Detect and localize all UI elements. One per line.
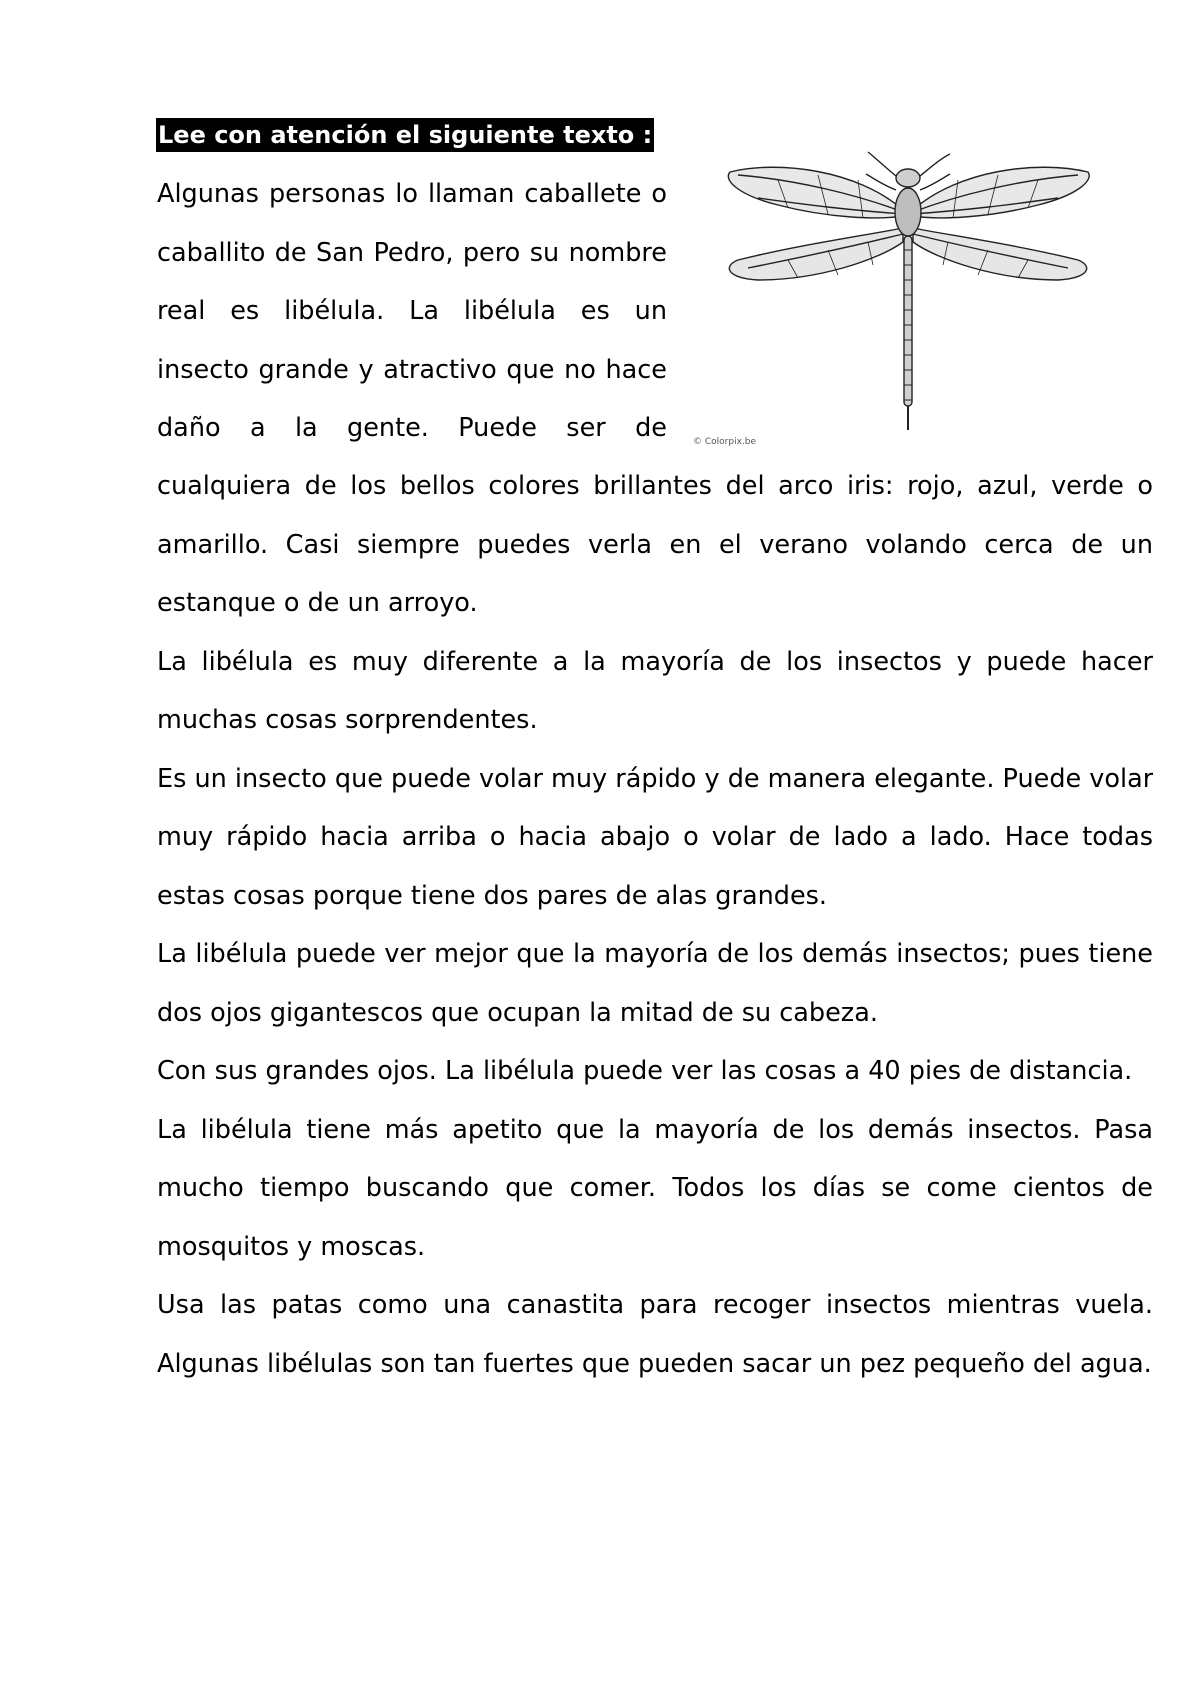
- image-credit: © Colorpix.be: [693, 437, 757, 447]
- body-line: muchas cosas sorprendentes.: [157, 705, 538, 735]
- intro-paragraph: [157, 165, 667, 458]
- body-line: estas cosas porque tiene dos pares de alas grandes.: [157, 880, 828, 911]
- body-line: muy rápido hacia arriba o hacia abajo o volar de lado a lado. Hace todas: [157, 822, 1153, 852]
- body-line: La libélula es muy diferente a la mayoría de los insectos y puede hacer: [157, 646, 1153, 677]
- dragonfly-illustration-icon: [718, 150, 1098, 450]
- body-line: Es un insecto que puede volar muy rápido y de manera elegante. Puede volar: [157, 763, 1153, 794]
- body-line: La libélula tiene más apetito que la mayoría de los demás insectos. Pasa: [157, 1114, 1153, 1145]
- intro-line: caballito de San Pedro, pero su nombre: [157, 237, 667, 268]
- body-line: estanque o de un arroyo.: [157, 588, 478, 618]
- intro-line: daño a la gente. Puede ser de: [157, 413, 667, 443]
- body-line: La libélula puede ver mejor que la mayoría de los demás insectos; pues tiene: [157, 939, 1153, 969]
- body-line: Algunas libélulas son tan fuertes que pueden sacar un pez pequeño del agua.: [157, 1348, 1152, 1379]
- body-line: dos ojos gigantescos que ocupan la mitad de su cabeza.: [157, 997, 878, 1028]
- body-text: [157, 457, 1153, 1393]
- intro-line: insecto grande y atractivo que no hace: [157, 354, 667, 385]
- intro-line: real es libélula. La libélula es un: [157, 296, 667, 326]
- intro-line: Algunas personas lo llaman caballete o: [157, 179, 667, 209]
- page-title: Lee con atención el siguiente texto :: [156, 118, 654, 152]
- body-line: mucho tiempo buscando que comer. Todos los días se come cientos de: [157, 1173, 1153, 1203]
- body-line: Con sus grandes ojos. La libélula puede ver las cosas a 40 pies de distancia.: [157, 1056, 1133, 1086]
- body-line: Usa las patas como una canastita para recoger insectos mientras vuela.: [157, 1290, 1153, 1320]
- body-line: cualquiera de los bellos colores brillantes del arco iris: rojo, azul, verde o: [157, 471, 1153, 501]
- body-line: mosquitos y moscas.: [157, 1231, 426, 1262]
- body-line: amarillo. Casi siempre puedes verla en el verano volando cerca de un: [157, 529, 1153, 560]
